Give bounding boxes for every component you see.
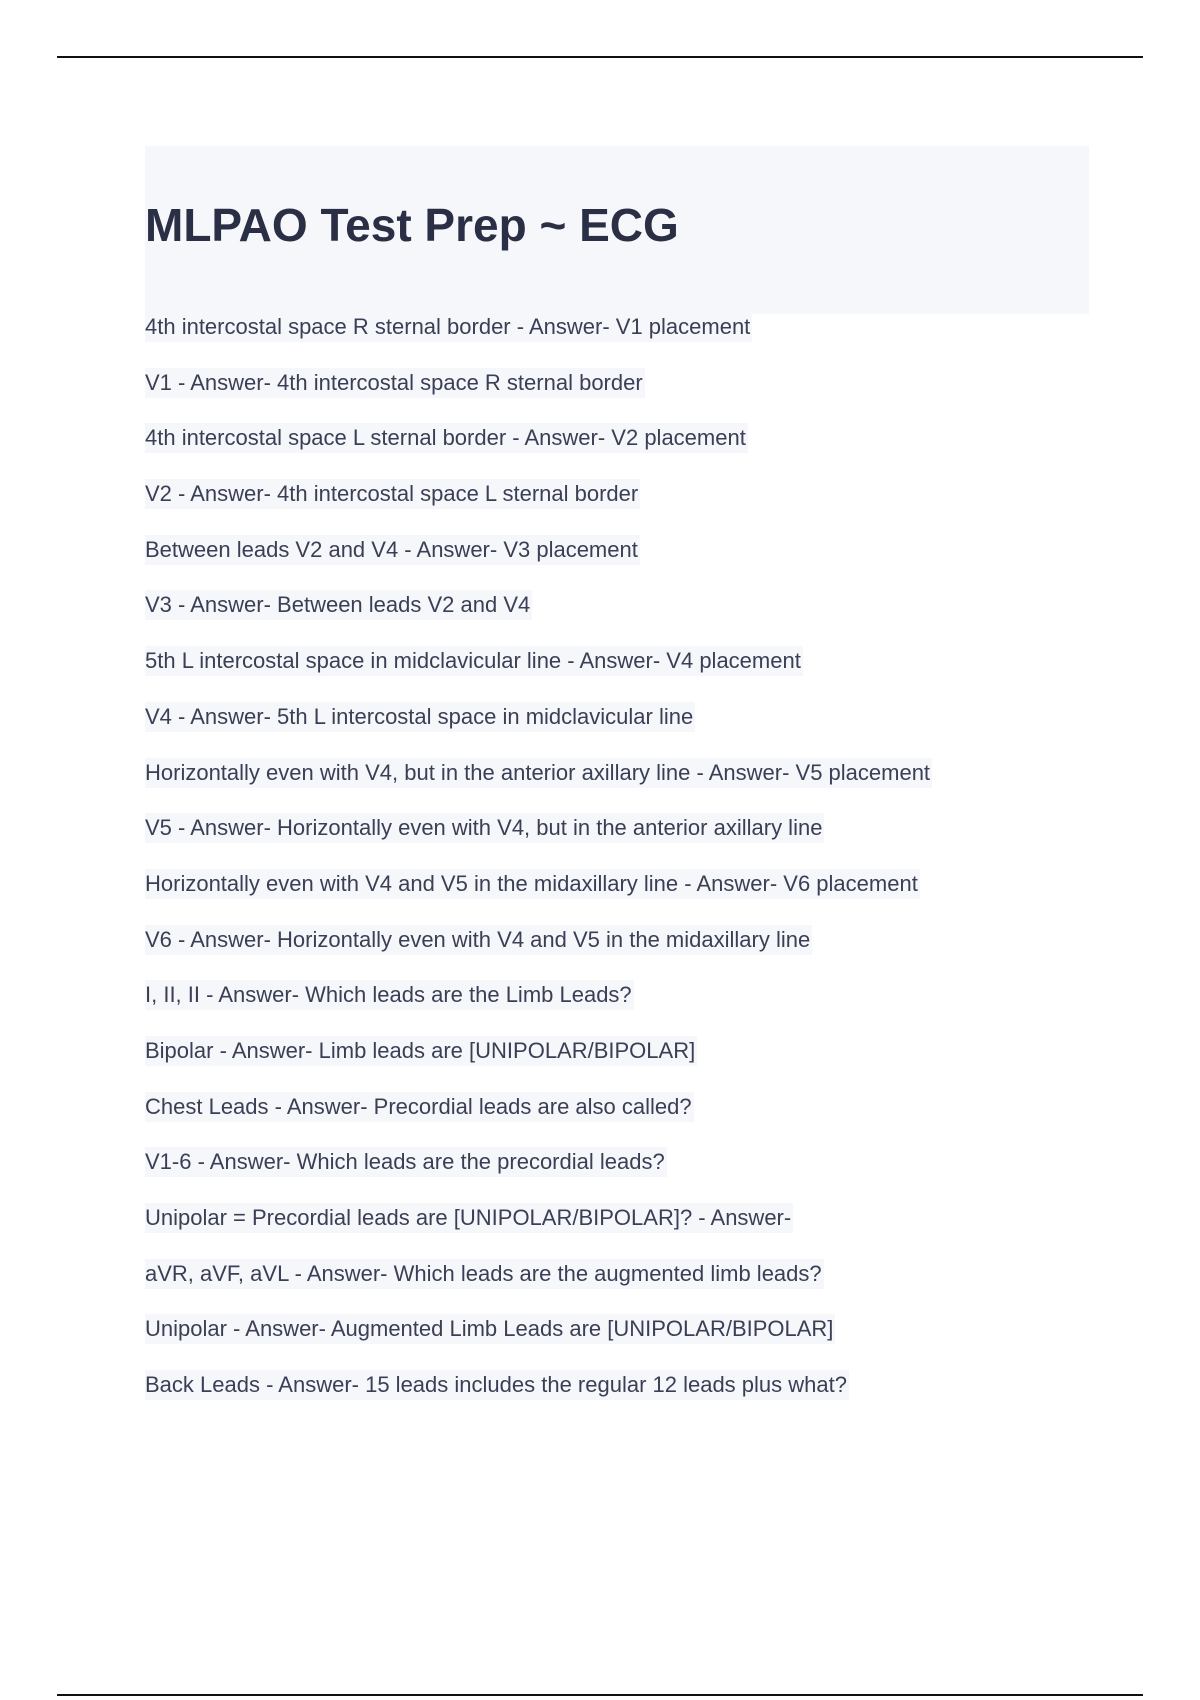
qa-item-text: Horizontally even with V4, but in the anterior axillary line - Answer- V5 placement <box>145 758 932 788</box>
qa-item-text: I, II, II - Answer- Which leads are the Limb Leads? <box>145 980 634 1010</box>
qa-item-text: Bipolar - Answer- Limb leads are [UNIPOLAR/BIPOLAR] <box>145 1036 697 1066</box>
qa-item-text: V5 - Answer- Horizontally even with V4, but in the anterior axillary line <box>145 813 824 843</box>
title-block <box>145 146 1089 314</box>
qa-item-text: 4th intercostal space R sternal border - Answer- V1 placement <box>145 312 752 342</box>
qa-item <box>145 590 1105 646</box>
qa-item-text: 5th L intercostal space in midclavicular line - Answer- V4 placement <box>145 646 803 676</box>
qa-item <box>145 702 1105 758</box>
qa-item <box>145 535 1105 591</box>
top-divider <box>57 56 1143 58</box>
qa-item <box>145 980 1105 1036</box>
qa-item <box>145 368 1105 424</box>
qa-item <box>145 479 1105 535</box>
qa-item-text: V2 - Answer- 4th intercostal space L sternal border <box>145 479 640 509</box>
qa-item <box>145 1314 1105 1370</box>
qa-item <box>145 1036 1105 1092</box>
qa-item-text: V3 - Answer- Between leads V2 and V4 <box>145 590 532 620</box>
qa-item-text: Unipolar - Answer- Augmented Limb Leads are [UNIPOLAR/BIPOLAR] <box>145 1314 835 1344</box>
qa-item <box>145 646 1105 702</box>
qa-item-text: V1 - Answer- 4th intercostal space R sternal border <box>145 368 645 398</box>
qa-item <box>145 1147 1105 1203</box>
qa-item-text: Unipolar = Precordial leads are [UNIPOLAR/BIPOLAR]? - Answer- <box>145 1203 793 1233</box>
qa-item-text: V1-6 - Answer- Which leads are the precordial leads? <box>145 1147 667 1177</box>
qa-item <box>145 1370 1105 1426</box>
qa-item <box>145 925 1105 981</box>
qa-item <box>145 869 1105 925</box>
qa-item-text: Horizontally even with V4 and V5 in the midaxillary line - Answer- V6 placement <box>145 869 920 899</box>
qa-list <box>145 312 1105 1426</box>
qa-item-text: V4 - Answer- 5th L intercostal space in midclavicular line <box>145 702 695 732</box>
bottom-divider <box>57 1694 1143 1696</box>
qa-item <box>145 312 1105 368</box>
qa-item <box>145 813 1105 869</box>
qa-item-text: V6 - Answer- Horizontally even with V4 and V5 in the midaxillary line <box>145 925 812 955</box>
qa-item-text: 4th intercostal space L sternal border - Answer- V2 placement <box>145 423 748 453</box>
qa-item-text: Back Leads - Answer- 15 leads includes the regular 12 leads plus what? <box>145 1370 849 1400</box>
page-title: MLPAO Test Prep ~ ECG <box>145 199 679 251</box>
qa-item <box>145 1203 1105 1259</box>
qa-item <box>145 1092 1105 1148</box>
qa-item-text: aVR, aVF, aVL - Answer- Which leads are the augmented limb leads? <box>145 1259 824 1289</box>
qa-item <box>145 423 1105 479</box>
qa-item <box>145 758 1105 814</box>
qa-item-text: Between leads V2 and V4 - Answer- V3 placement <box>145 535 640 565</box>
qa-item-text: Chest Leads - Answer- Precordial leads are also called? <box>145 1092 694 1122</box>
qa-item <box>145 1259 1105 1315</box>
